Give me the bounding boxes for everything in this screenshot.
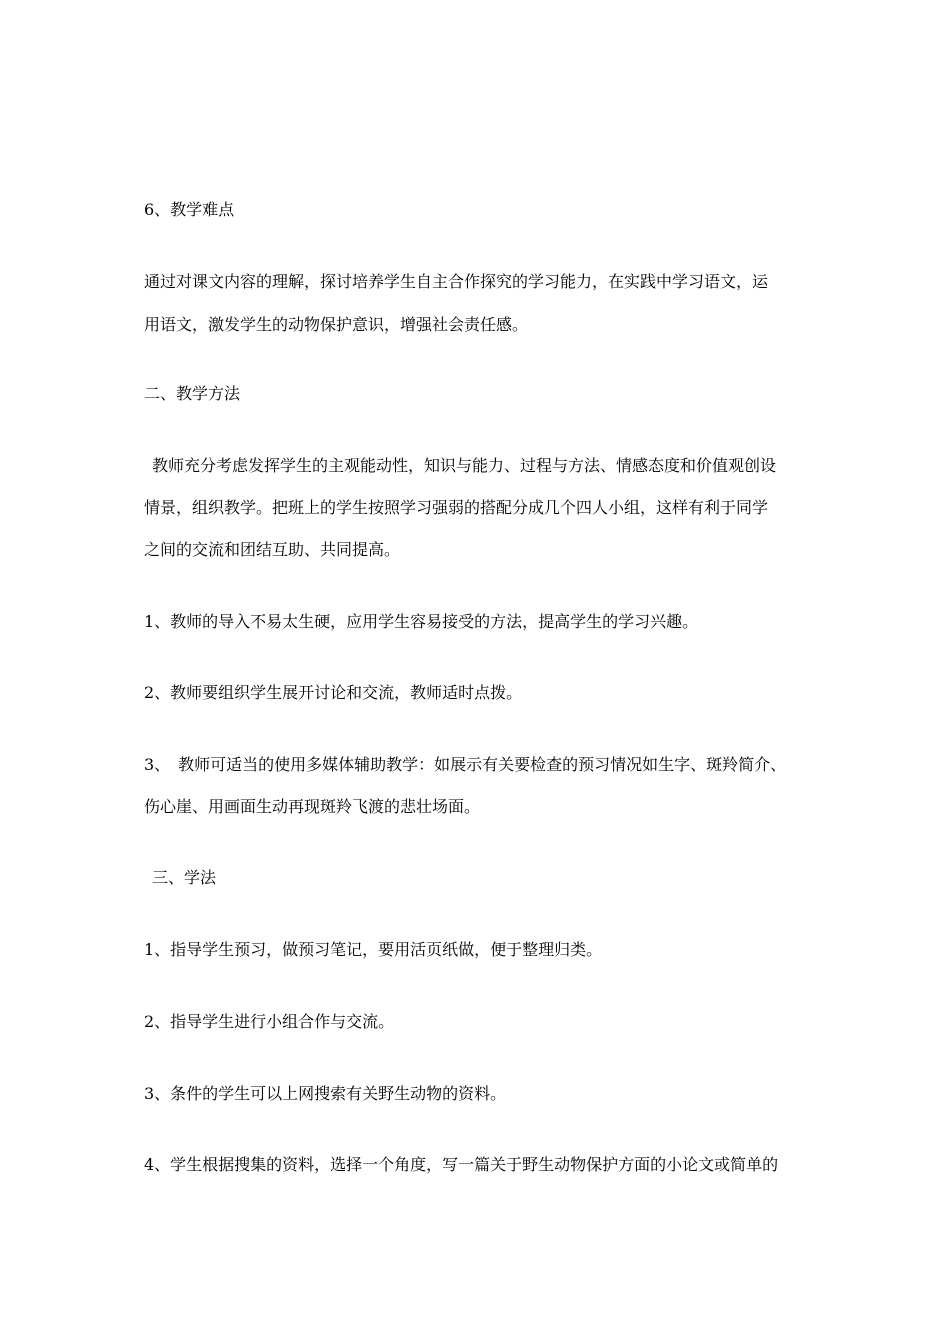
list-item: 1、教师的导入不易太生硬，应用学生容易接受的方法，提高学生的学习兴趣。 <box>144 612 699 631</box>
list-item: 2、教师要组织学生展开讨论和交流，教师适时点拨。 <box>144 683 523 702</box>
heading-teaching-method: 二、教学方法 <box>144 384 241 403</box>
paragraph-line: 情景，组织教学。把班上的学生按照学习强弱的搭配分成几个四人小组，这样有利于同学 <box>144 498 769 517</box>
paragraph-line: 通过对课文内容的理解，探讨培养学生自主合作探究的学习能力，在实践中学习语文，运 <box>144 272 769 291</box>
heading-learning-method: 三、学法 <box>152 868 217 887</box>
list-item: 3、 教师可适当的使用多媒体辅助教学：如展示有关要检查的预习情况如生字、斑羚简介、 <box>144 755 787 774</box>
paragraph-line: 用语文，激发学生的动物保护意识，增强社会责任感。 <box>144 315 529 334</box>
paragraph-line: 之间的交流和团结互助、共同提高。 <box>144 540 401 559</box>
list-item: 3、条件的学生可以上网搜索有关野生动物的资料。 <box>144 1084 507 1103</box>
list-item: 4、学生根据搜集的资料，选择一个角度，写一篇关于野生动物保护方面的小论文或简单的 <box>144 1155 779 1174</box>
list-item-continuation: 伤心崖、用画面生动再现斑羚飞渡的悲壮场面。 <box>144 797 481 816</box>
list-item: 1、指导学生预习，做预习笔记，要用活页纸做，便于整理归类。 <box>144 940 603 959</box>
heading-teaching-difficulty: 6、教学难点 <box>144 200 235 219</box>
list-item: 2、指导学生进行小组合作与交流。 <box>144 1012 395 1031</box>
paragraph-line: 教师充分考虑发挥学生的主观能动性，知识与能力、过程与方法、情感态度和价值观创设 <box>152 456 777 475</box>
